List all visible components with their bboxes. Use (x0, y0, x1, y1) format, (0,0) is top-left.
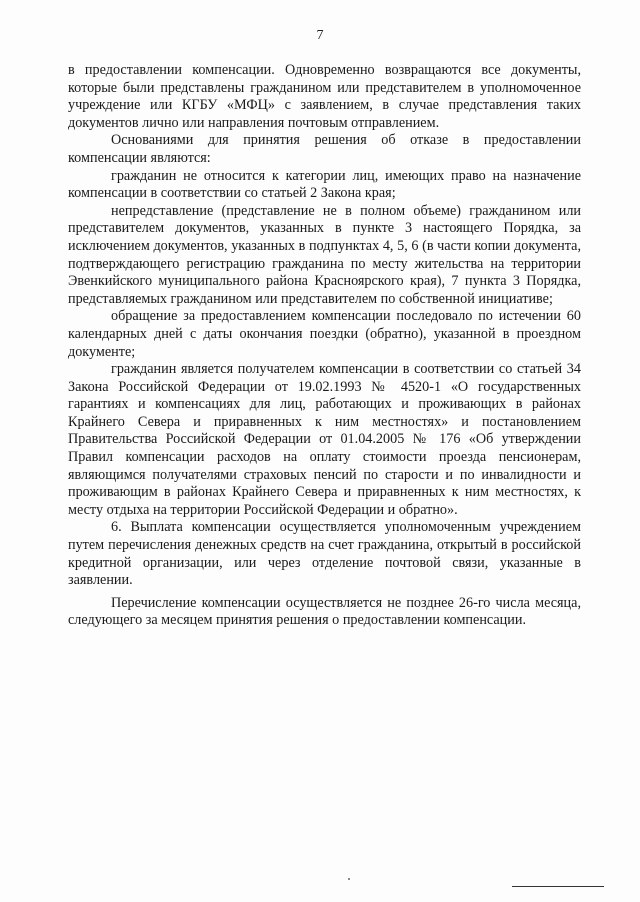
paragraph-ground-category: гражданин не относится к категории лиц, имеющих право на назначение компенсации в соответствии со статьей 2 Закона края; (68, 167, 581, 202)
paragraph-payment-method: 6. Выплата компенсации осуществляется уполномоченным учреждением путем перечисления денежных средств на счет гражданина, открытый в российской кредитной организации, или через отделение почтовой связи, указанные в заявлении. (68, 519, 581, 589)
paragraph-ground-federal-recipient: гражданин является получателем компенсации в соответствии со статьей 34 Закона Российской Федерации от 19.02.1993 № 4520-1 «О государственных гарантиях и компенсациях для лиц, работающих и проживающих в районах Крайнего Севера и приравненных к ним местностях» и постановлением Правительства Российской Федерации от 01.04.2005 № 176 «Об утверждении Правил компенсации расходов на оплату стоимости проезда пенсионерам, являющимся получателями страховых пенсий по старости и по инвалидности и проживающим в районах Крайнего Севера и приравненных к ним местностях, к месту отдыха на территории Российской Федерации и обратно». (68, 361, 581, 518)
document-body (68, 62, 581, 630)
paragraph-payment-deadline: Перечисление компенсации осуществляется не позднее 26-го числа месяца, следующего за месяцем принятия решения о предоставлении компенсации. (68, 594, 581, 629)
footer-rule (512, 886, 604, 887)
paragraph-ground-documents: непредставление (представление не в полном объеме) гражданином или представителем документов, указанных в пункте 3 настоящего Порядка, за исключением документов, указанных в подпунктах 4, 5, 6 (в части копии документа, подтверждающего регистрацию гражданина по месту жительства на территории Эвенкийского муниципального района Красноярского края), 7 пункта 3 Порядка, представляемых гражданином или представителем по собственной инициативе; (68, 202, 581, 307)
page-number: 7 (316, 28, 324, 43)
paragraph-ground-deadline: обращение за предоставлением компенсации последовало по истечении 60 календарных дней с даты окончания поездки (обратно), указанной в проездном документе; (68, 308, 581, 360)
scan-speck (348, 878, 350, 880)
paragraph-grounds-intro: Основаниями для принятия решения об отказе в предоставлении компенсации являются: (68, 132, 581, 166)
paragraph-refusal-continuation: в предоставлении компенсации. Одновременно возвращаются все документы, которые были представлены гражданином или представителем в уполномоченное учреждение или КГБУ «МФЦ» с заявлением, в случае представления таких документов лично или направления почтовым отправлением. (68, 62, 581, 131)
